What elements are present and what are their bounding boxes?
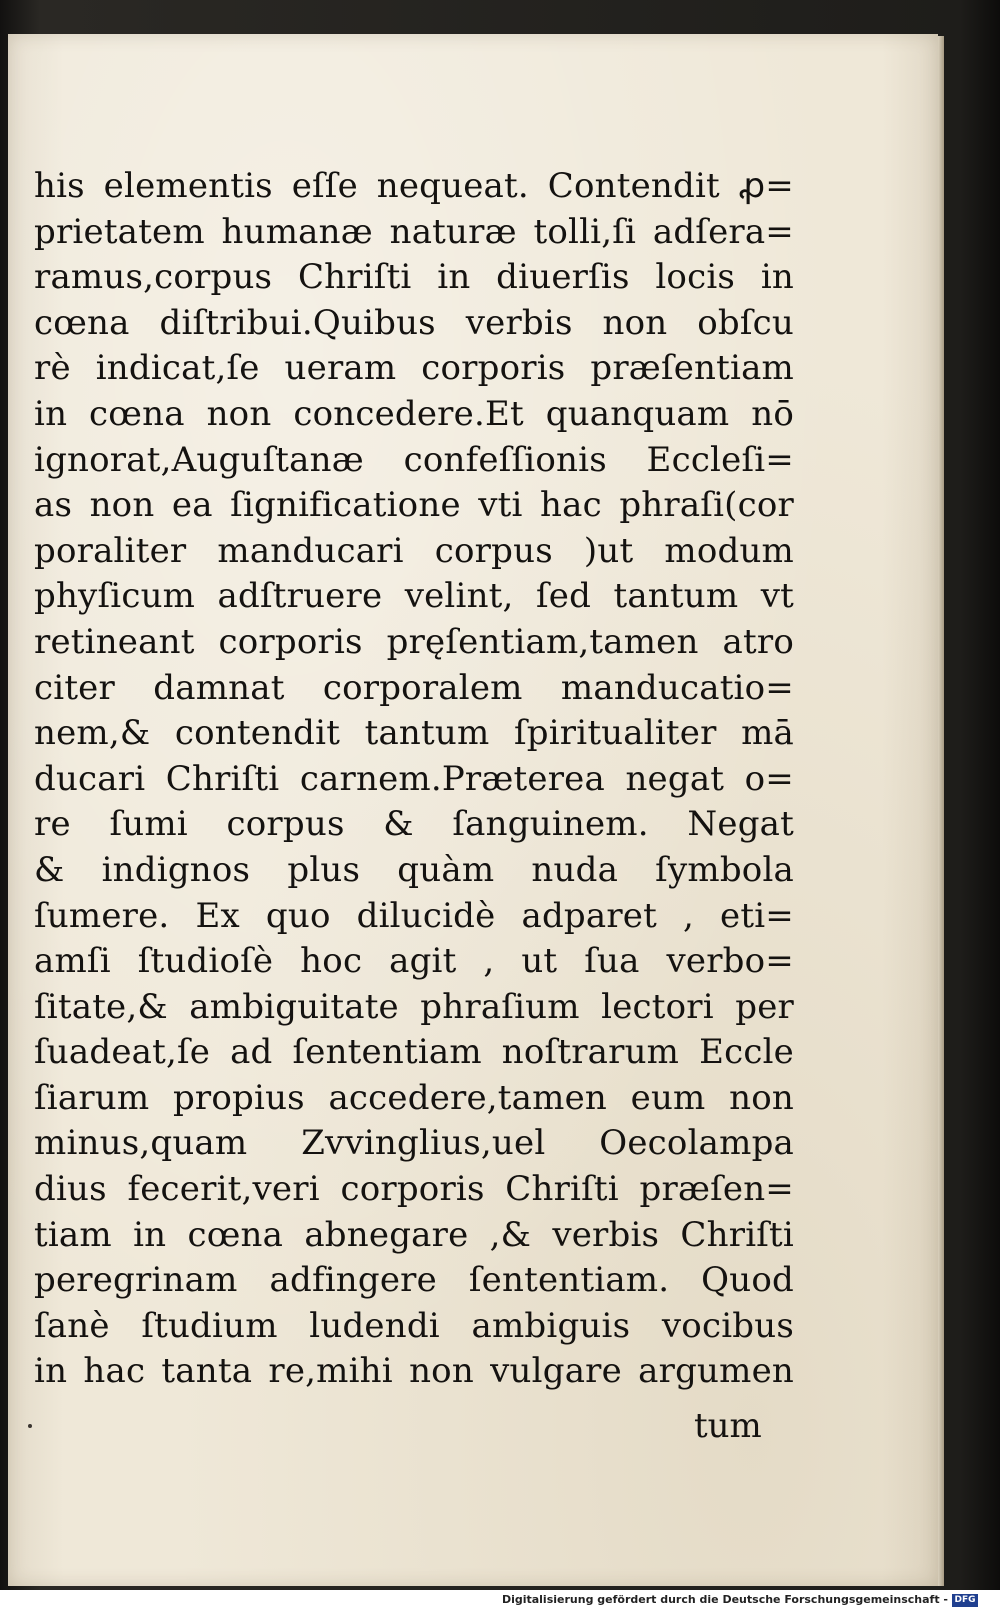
text-line: tiam in cœna abnegare ,& verbis Chriſti (34, 1214, 794, 1255)
text-line: nem,& contendit tantum ſpiritualiter mā (34, 713, 794, 754)
text-line: ſitate,& ambiguitate phraſium lectori per (34, 986, 794, 1027)
catchword: tum (694, 1406, 762, 1446)
text-line: rè indicat,ſe ueram corporis præſentiam (34, 348, 794, 389)
text-line: cœna diſtribui.Quibus verbis non obſcu (34, 302, 794, 343)
text-line: phyſicum adſtruere velint, ſed tantum vt (34, 576, 794, 617)
ink-speck (28, 1424, 32, 1428)
text-line: peregrinam adfingere ſententiam. Quod (34, 1260, 794, 1301)
text-line: ſumere. Ex quo dilucidè adparet , eti= (34, 895, 794, 936)
text-line: in cœna non concedere.Et quanquam nō (34, 393, 794, 434)
text-line: poraliter manducari corpus )ut modum (34, 530, 794, 571)
text-line: as non ea ſignificatione vti hac phraſi(cor (34, 485, 794, 526)
text-line: citer damnat corporalem manducatio= (34, 667, 794, 708)
text-line: minus,quam Zvvinglius,uel Oecolampa (34, 1123, 794, 1164)
text-line: retineant corporis pręſentiam,tamen atro (34, 621, 794, 662)
text-line: ſanè ſtudium ludendi ambiguis vocibus (34, 1305, 794, 1346)
text-line: & indignos plus quàm nuda ſymbola (34, 849, 794, 890)
text-line: his elementis eſſe nequeat. Contendit ꝓ= (34, 166, 794, 206)
page-text-block (34, 164, 794, 1395)
text-line: ramus,corpus Chriſti in diuerſis locis in (34, 257, 794, 298)
text-line: ſuadeat,ſe ad ſententiam noſtrarum Eccle (34, 1032, 794, 1073)
text-line: dius fecerit,veri corporis Chriſti præſen= (34, 1169, 794, 1210)
footer-credit: Digitalisierung gefördert durch die Deutsche Forschungsgemeinschaft - (501, 1593, 948, 1606)
dfg-logo-icon: DFG (952, 1594, 978, 1607)
text-line: amſi ſtudioſè hoc agit , ut ſua verbo= (34, 941, 794, 982)
book-page (8, 34, 938, 1586)
page-edge (938, 36, 944, 1586)
text-line: ſiarum propius accedere,tamen eum non (34, 1077, 794, 1118)
text-line: re ſumi corpus & ſanguinem. Negat (34, 804, 794, 845)
footer-bar (0, 1590, 1000, 1611)
text-line: prietatem humanæ naturæ tolli,ſi adſera= (34, 211, 794, 252)
text-line: in hac tanta re,mihi non vulgare argumen (34, 1351, 794, 1392)
text-line: ignorat,Auguſtanæ confeſſionis Eccleſi= (34, 439, 794, 480)
text-line: ducari Chriſti carnem.Præterea negat o= (34, 758, 794, 799)
